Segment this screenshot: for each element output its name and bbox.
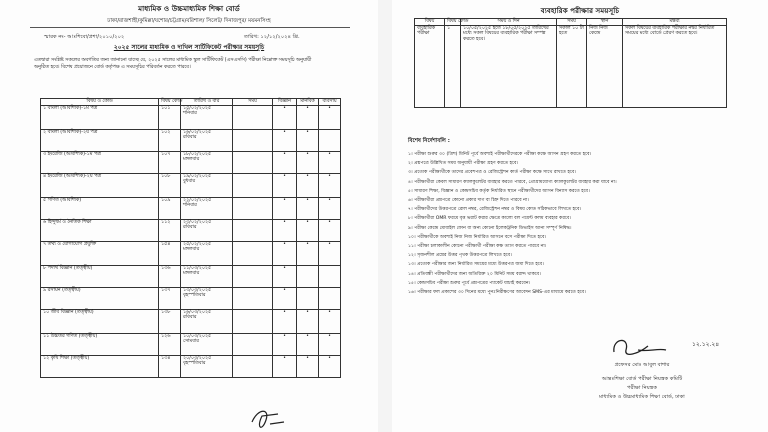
instruction-item: ১৫। কেন্দ্রসচিব পরীক্ষা শুরুর পূর্বে প্রশ্নপত্রের প্যাকেট যাচাই করবেন।	[408, 280, 531, 286]
instruction-item: ২। প্রশ্নপত্রে উল্লিখিত সময় অনুযায়ী পরীক্ষা গ্রহণ করতে হবে।	[408, 161, 519, 167]
subject-name: রসায়ন (তত্ত্বীয়)	[47, 287, 81, 293]
exam-day: বৃহস্পতিবার	[183, 361, 206, 367]
practical-col-time: সময়	[557, 19, 587, 26]
exam-date: ১৫/০২/২০২৫	[183, 105, 212, 111]
exam-date: ২৫/০২/২০২৫	[183, 241, 212, 247]
exam-date: ২২/০২/২০২৫	[183, 197, 212, 203]
subject-name: বাংলা (আবশ্যিক)-১ম পত্র	[47, 105, 98, 111]
row-number: ১১	[43, 333, 50, 339]
date-cell	[181, 333, 233, 355]
exam-day: রবিবার	[183, 315, 197, 321]
practical-code: ১	[445, 25, 461, 107]
business-mark: •	[319, 309, 341, 333]
col-header-time: সময়	[233, 99, 273, 106]
time-cell	[233, 287, 273, 309]
humanities-mark: •	[297, 105, 319, 129]
subject-cell	[41, 309, 159, 333]
exam-date: ২৩/০২/২০২৫	[183, 219, 212, 225]
instruction-item: ১২। সৃজনশীল প্রশ্নের উত্তর পৃথক উত্তরপত্রে লিখতে হবে।	[408, 253, 512, 259]
science-mark: •	[273, 129, 297, 151]
time-cell	[233, 309, 273, 333]
business-mark: •	[319, 105, 341, 129]
business-mark: •	[319, 151, 341, 173]
subject-name: ইংরেজি (আবশ্যিক)-২য় পত্র	[47, 173, 101, 179]
instruction-item: ৬। পরীক্ষার্থীরা প্রশ্নপত্রে কোনো প্রকার দাগ বা চিহ্ন দিতে পারবে না।	[408, 198, 529, 204]
practical-subject: ব্যবহারিক পরীক্ষা	[415, 25, 445, 107]
page-gutter	[378, 0, 392, 432]
code-cell: ১৩৮	[159, 309, 181, 333]
practical-title: ব্যবহারিক পরীক্ষার সময়সূচি	[540, 6, 620, 15]
subject-cell	[41, 241, 159, 265]
subject-name: উচ্চতর গণিত (তত্ত্বীয়)	[50, 333, 98, 339]
col-header-date: তারিখ ও বার	[181, 99, 233, 106]
time-cell	[233, 129, 273, 151]
col-header-code: বিষয় কোড	[159, 99, 181, 106]
table-row	[41, 355, 341, 377]
business-mark	[319, 265, 341, 287]
business-mark	[319, 287, 341, 309]
time-cell	[233, 173, 273, 197]
date-cell	[181, 105, 233, 129]
subject-cell	[41, 355, 159, 377]
business-mark: •	[319, 197, 341, 219]
code-cell: ১২৬	[159, 333, 181, 355]
humanities-mark: •	[297, 333, 319, 355]
business-mark: •	[319, 219, 341, 241]
time-cell	[233, 265, 273, 287]
science-mark: •	[273, 265, 297, 287]
left-signature	[248, 404, 288, 430]
subject-cell	[41, 105, 159, 129]
time-cell	[233, 197, 273, 219]
code-cell: ১৩৬	[159, 265, 181, 287]
exam-date: ১৮/০২/২০২৫	[183, 151, 212, 157]
signature-date: ১২.১২.২৪	[692, 341, 720, 348]
code-cell: ১৫৪	[159, 241, 181, 265]
table-row	[41, 309, 341, 333]
code-cell: ১১২	[159, 219, 181, 241]
date-cell	[181, 355, 233, 377]
humanities-mark: •	[297, 219, 319, 241]
practical-row	[415, 25, 727, 107]
humanities-mark	[297, 265, 319, 287]
time-cell	[233, 219, 273, 241]
exam-date: ১৬/০৩/২০২৫	[183, 309, 212, 315]
instruction-item: ১৬। পরীক্ষার ফল প্রকাশের ৩০ দিনের মধ্যে পুনঃনিরীক্ষণের আবেদন SMS-এর মাধ্যমে করতে হবে।	[408, 290, 586, 296]
exam-day: সোমবার	[183, 339, 199, 345]
table-row	[41, 105, 341, 129]
practical-dates: ১০/০৫/২০২৫ হতে ১৮/০৫/২০২৫ তারিখের মধ্যে সকল বিষয়ের ব্যবহারিক পরীক্ষা সম্পন্ন করতে হবে।	[461, 25, 557, 107]
code-cell: ১০১	[159, 105, 181, 129]
subject-name: জীব বিজ্ঞান (তত্ত্বীয়)	[50, 309, 94, 315]
exam-day: রবিবার	[183, 135, 197, 141]
subject-name: ইংরেজি (আবশ্যিক)-১ম পত্র	[47, 151, 101, 157]
table-row	[41, 287, 341, 309]
instruction-item: ১৩। প্রত্যেক পরীক্ষার জন্য নির্ধারিত সময়ের মধ্যে উত্তরপত্র জমা দিতে হবে।	[408, 262, 544, 268]
table-row	[41, 151, 341, 173]
practical-col-dates: সময় ও দিন	[461, 19, 557, 26]
instruction-item: ৩। প্রত্যেক পরীক্ষার্থীকে তাদের প্রবেশপত্র ও রেজিস্ট্রেশন কার্ড পরীক্ষা কক্ষে সাথে রাখতে হবে।	[408, 170, 576, 176]
exam-day: মঙ্গলবার	[183, 157, 200, 163]
subject-cell	[41, 287, 159, 309]
col-header-science: বিজ্ঞান	[273, 99, 297, 106]
table-header-row	[41, 99, 341, 106]
humanities-mark: •	[297, 241, 319, 265]
practical-venue: নিজ নিজ কেন্দ্রে	[587, 25, 623, 107]
practical-col-note: মন্তব্য	[623, 19, 727, 26]
intro-line-2: অনুষ্ঠিত হবে। বিশেষ প্রয়োজনে বোর্ড কর্তৃপক্ষ এ সময়সূচির পরিবর্তন করতে পারবে।	[34, 65, 191, 70]
business-mark: •	[319, 355, 341, 377]
col-header-humanities: মানবিক	[297, 99, 319, 106]
subject-cell	[41, 333, 159, 355]
table-row	[41, 219, 341, 241]
date-cell	[181, 287, 233, 309]
routine-page-left	[0, 0, 378, 432]
row-number: ২	[43, 129, 47, 135]
date-cell	[181, 197, 233, 219]
subject-name: কৃষি শিক্ষা (তত্ত্বীয়)	[50, 355, 90, 361]
col-header-subject: বিষয় ও কোড	[41, 99, 159, 106]
humanities-mark	[297, 287, 319, 309]
subject-cell	[41, 129, 159, 151]
subject-cell	[41, 219, 159, 241]
humanities-mark: •	[297, 197, 319, 219]
routine-page-right	[392, 0, 768, 432]
board-address: ঢাকা/রাজশাহী/কুমিল্লা/যশোর/চট্টগ্রাম/বরিশাল/ সিলেট/ দিনাজপুর/ ময়মনসিংহ	[107, 18, 271, 24]
row-number: ৭	[43, 241, 47, 247]
exam-day: শনিবার	[183, 203, 197, 209]
instruction-item: ৯। পরীক্ষা কেন্দ্রে মোবাইল ফোন বা অন্য কোনো ইলেকট্রনিক ডিভাইস আনা সম্পূর্ণ নিষিদ্ধ।	[408, 225, 572, 231]
science-mark: •	[273, 219, 297, 241]
exam-date: ২০/০৩/২০২৫	[183, 355, 212, 361]
subject-name: তথ্য ও যোগাযোগ প্রযুক্তি	[47, 241, 97, 247]
science-mark: •	[273, 105, 297, 129]
row-number: ১২	[43, 355, 50, 361]
right-signature	[608, 332, 698, 362]
exam-date: ১০/০৩/২০২৫	[183, 333, 212, 339]
exam-day: বৃহস্পতিবার	[183, 293, 206, 299]
subject-name: গণিত (আবশ্যিক)	[47, 197, 82, 203]
date-cell	[181, 265, 233, 287]
subject-cell	[41, 197, 159, 219]
time-cell	[233, 151, 273, 173]
memo-number: স্মারক নং- আঃশিবো/প্রশা/২০১০/২০২	[44, 34, 125, 40]
table-row	[41, 197, 341, 219]
memo-date: তারিখ: ১২/১২/২০২৪ খ্রি.	[244, 34, 300, 40]
header-divider	[30, 27, 350, 28]
subject-name: হিন্দুধর্ম ও নৈতিক শিক্ষা	[47, 219, 92, 225]
humanities-mark: •	[297, 129, 319, 151]
date-cell	[181, 173, 233, 197]
code-cell: ১৩৭	[159, 287, 181, 309]
exam-date: ১৬/০২/২০২৫	[183, 129, 212, 135]
practical-note: সকল বিষয়ের ব্যবহারিক পরীক্ষার নম্বর নির্ধারিত সময়ের মধ্যে বোর্ডে প্রেরণ করতে হবে।	[623, 25, 727, 107]
intro-line-1: এতদ্বারা সংশ্লিষ্ট সকলের অবগতির জন্য জানানো যাচ্ছে যে, ২০২৫ সালের মাধ্যমিক স্কুল সার্টিফিকেট (এসএসসি) পরীক্ষা নিম্নোক্ত সময়সূচি অনুযায়ী	[34, 58, 312, 63]
code-cell: ১৩৪	[159, 355, 181, 377]
practical-header-row	[415, 19, 727, 26]
instruction-item: ৮। পরীক্ষার্থীরা OMR ফরমে বৃত্ত ভরাট করার ক্ষেত্রে কালো বল পয়েন্ট কলম ব্যবহার করবে।	[408, 216, 571, 222]
time-cell	[233, 355, 273, 377]
table-row	[41, 333, 341, 355]
subject-name: বাংলা (আবশ্যিক)-২য় পত্র	[47, 129, 98, 135]
board-name: মাধ্যমিক ও উচ্চমাধ্যমিক শিক্ষা বোর্ড	[138, 4, 240, 13]
science-mark: •	[273, 309, 297, 333]
signatory-role-board: মাধ্যমিক ও উচ্চমাধ্যমিক শিক্ষা বোর্ড, ঢাকা	[599, 394, 685, 400]
time-cell	[233, 105, 273, 129]
instruction-item: ১। পরীক্ষা শুরুর ৩০ (ত্রিশ) মিনিট পূর্বে অবশ্যই পরীক্ষার্থীদেরকে পরীক্ষা কক্ষে আসন গ্রহণ করতে হবে।	[408, 152, 592, 157]
row-number: ৪	[43, 173, 47, 179]
business-mark	[319, 129, 341, 151]
practical-col-code: বিষয় কোড	[445, 19, 461, 26]
date-cell	[181, 219, 233, 241]
business-mark: •	[319, 333, 341, 355]
exam-date: ১১/০৩/২০২৫	[183, 265, 212, 271]
exam-date: ১৩/০৩/২০২৫	[183, 287, 212, 293]
exam-day: মঙ্গলবার	[183, 271, 200, 277]
subject-cell	[41, 173, 159, 197]
practical-col-venue: স্থান	[587, 19, 623, 26]
row-number: ৯	[43, 287, 47, 293]
signatory-role-controller: পরীক্ষা নিয়ন্ত্রক	[626, 385, 658, 391]
table-row	[41, 241, 341, 265]
exam-day: রবিবার	[183, 225, 197, 231]
instruction-item: ৫। সাধারণ শিক্ষা, বিজ্ঞান ও কেন্দ্রসচিব কর্তৃক নির্ধারিত স্থানে পরীক্ষার্থীদের আসন বিন্যাস করতে হবে।	[408, 188, 590, 194]
exam-routine-table	[40, 98, 341, 378]
schedule-title: ২০২৫ সালের মাধ্যমিক ও দাখিল সার্টিফিকেট পরীক্ষার সময়সূচি	[113, 44, 265, 51]
date-cell	[181, 151, 233, 173]
science-mark: •	[273, 197, 297, 219]
humanities-mark: •	[297, 309, 319, 333]
date-cell	[181, 129, 233, 151]
row-number: ৮	[43, 265, 47, 271]
exam-date: ১৯/০২/২০২৫	[183, 173, 212, 179]
col-header-business: ব্যবসায়	[319, 99, 341, 106]
row-number: ৫	[43, 197, 47, 203]
business-mark: •	[319, 173, 341, 197]
subject-name: পদার্থ বিজ্ঞান (তত্ত্বীয়)	[47, 265, 93, 271]
instruction-item: ১৪। প্রতিবন্ধী পরীক্ষার্থীদের জন্য অতিরিক্ত ২০ মিনিট সময় বরাদ্দ থাকবে।	[408, 271, 541, 277]
row-number: ১	[43, 105, 47, 111]
exam-day: শনিবার	[183, 111, 197, 117]
date-cell	[181, 241, 233, 265]
science-mark: •	[273, 173, 297, 197]
instructions-heading: বিশেষ নির্দেশাবলি :	[408, 138, 450, 144]
table-row	[41, 173, 341, 197]
business-mark: •	[319, 241, 341, 265]
instruction-item: ৭। পরীক্ষার্থীদের উত্তরপত্রে রোল নম্বর, রেজিস্ট্রেশন নম্বর ও বিষয় কোড সঠিকভাবে লিখতে হবে।	[408, 207, 582, 213]
instruction-item: ৪। পরীক্ষার্থীরা কেবল সাধারণ ক্যালকুলেটর ব্যবহার করতে পারবে, প্রোগ্রামযোগ্য ক্যালকুলেটর ব্যবহার করা যাবে না।	[408, 179, 617, 185]
code-cell: ১০২	[159, 129, 181, 151]
science-mark: •	[273, 333, 297, 355]
instruction-item: ১১। পরীক্ষা চলাকালীন কোনো পরীক্ষার্থী পরীক্ষা কক্ষ ত্যাগ করতে পারবে না।	[408, 244, 547, 250]
code-cell: ১০৭	[159, 151, 181, 173]
subject-cell	[41, 265, 159, 287]
instruction-item: ১০। পরীক্ষার্থীকে অবশ্যই নিজ নিজ নির্ধারিত আসনে বসে পরীক্ষা দিতে হবে।	[408, 234, 547, 240]
time-cell	[233, 241, 273, 265]
signatory-role-committee: আন্তঃশিক্ষা বোর্ড পরীক্ষা নিয়ন্ত্রক কমিটি	[601, 376, 683, 382]
code-cell: ১০৮	[159, 173, 181, 197]
table-row	[41, 265, 341, 287]
code-cell: ১০৯	[159, 197, 181, 219]
table-row	[41, 129, 341, 151]
row-number: ১০	[43, 309, 50, 315]
science-mark: •	[273, 287, 297, 309]
exam-day: বুধবার	[183, 179, 196, 185]
subject-cell	[41, 151, 159, 173]
signatory-name: প্রফেসর মোঃ আবুল বাশার	[614, 362, 670, 368]
humanities-mark: •	[297, 173, 319, 197]
time-cell	[233, 333, 273, 355]
science-mark: •	[273, 355, 297, 377]
science-mark: •	[273, 241, 297, 265]
science-mark: •	[273, 151, 297, 173]
row-number: ৩	[43, 151, 47, 157]
row-number: ৬	[43, 219, 47, 225]
practical-exam-table	[414, 18, 727, 108]
humanities-mark: •	[297, 151, 319, 173]
practical-time: সকাল ১০ টা হতে	[557, 25, 587, 107]
date-cell	[181, 309, 233, 333]
humanities-mark: •	[297, 355, 319, 377]
exam-day: মঙ্গলবার	[183, 247, 200, 253]
instructions-list	[408, 150, 738, 297]
practical-col-subject: বিষয়	[415, 19, 445, 26]
